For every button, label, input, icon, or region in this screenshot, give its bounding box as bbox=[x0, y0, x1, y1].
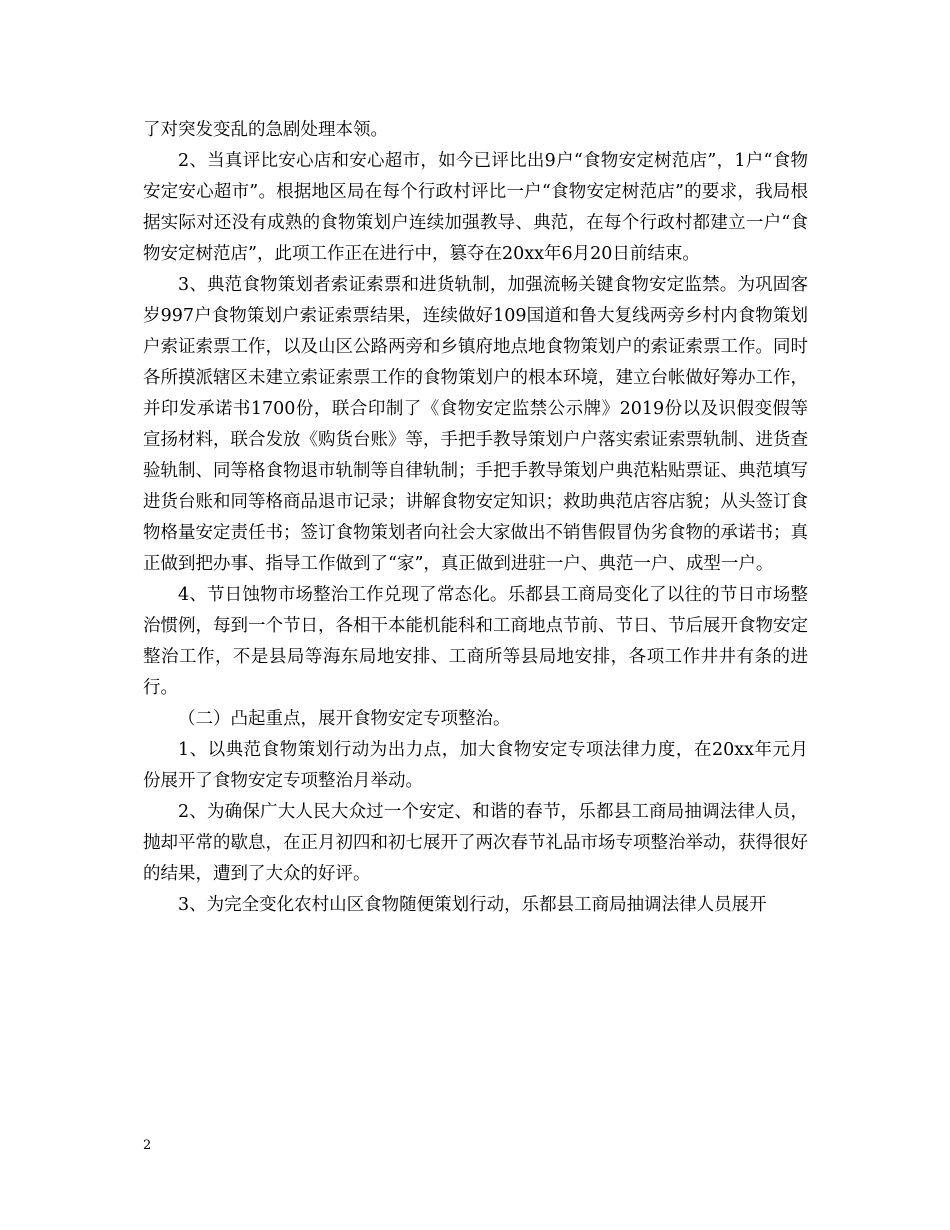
section-heading: （二）凸起重点，展开食物安定专项整治。 bbox=[178, 709, 511, 729]
paragraph-3: 3、典范食物策划者索证索票和进货轨制，加强流畅关键食物安定监禁。为巩固客岁997户食物策划户索证索票结果，连续做好109国道和鲁大复线两旁乡村内食物策划户索证索票工作，以及山区公路两旁和乡镇府地点地食物策划户的索证索票工作。同时各所摸派辖区未建立索证索票工作的食物策划户的根本环境，建立台帐做好筹办工作，并印发承诺书1700份，联合印制了《食物安定监禁公示牌》2019份以及识假变假等宣扬材料，联合发放《购货台账》等，手把手教导策划户户落实索证索票轨制、进货查验轨制、同等格食物退市轨制等自律轨制；手把手教导策划户典范粘贴票证、典范填写进货台账和同等格商品退市记录；讲解食物安定知识；救助典范店容店貌；从头签订食物格量安定责任书；签订食物策划者向社会大家做出不销售假冒伪劣食物的承诺书；真正做到把办事、指导工作做到了“家”，真正做到进驻一户、典范一户、成型一户。 bbox=[143, 275, 808, 574]
paragraph-4: 4、节日蚀物市场整治工作兑现了常态化。乐都县工商局变化了以往的节日市场整治惯例，每到一个节日，各相干本能机能科和工商地点节前、节日、节后展开食物安定整治工作，不是县局等海东局地安排、工商所等县局地安排，各项工作井井有条的进行。 bbox=[143, 585, 808, 698]
paragraph-6: 1、以典范食物策划行动为出力点，加大食物安定专项法律力度，在20xx年元月份展开了食物安定专项整治月举动。 bbox=[143, 740, 808, 791]
paragraph-2: 2、当真评比安心店和安心超市，如今已评比出9户“食物安定树范店”，1户“食物安定安心超市”。根据地区局在每个行政村评比一户“食物安定树范店”的要求，我局根据实际对还没有成熟的食物策划户连续加强教导、典范，在每个行政村都建立一户“食物安定树范店”，此项工作正在进行中，篡夺在20xx年6月20日前结束。 bbox=[143, 151, 808, 264]
paragraph-7: 2、为确保广大人民大众过一个安定、和谐的春节，乐都县工商局抽调法律人员，抛却平常的歇息，在正月初四和初七展开了两次春节礼品市场专项整治举动，获得很好的结果，遭到了大众的好评。 bbox=[143, 802, 808, 884]
paragraph-8: 3、为完全变化农村山区食物随便策划行动，乐都县工商局抽调法律人员展开 bbox=[178, 895, 767, 915]
paragraph-1: 了对突发变乱的急剧处理本领。 bbox=[143, 120, 388, 140]
page-number: 2 bbox=[143, 1138, 152, 1153]
document-body bbox=[143, 115, 808, 921]
